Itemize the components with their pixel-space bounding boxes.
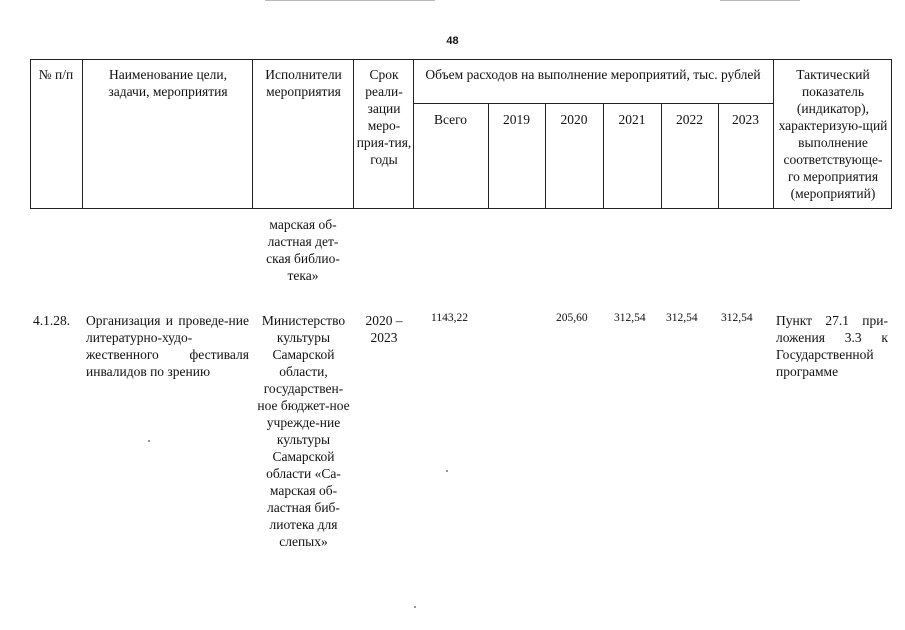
row-2020: 205,60 [556, 312, 588, 324]
scan-speck [446, 470, 448, 472]
header-col-2020: 2020 [560, 112, 588, 127]
header-col-indicator: Тактический показатель (индикатор), характеризую-щий выполнение соответствующе-го мероприятия (мероприятий) [778, 67, 888, 201]
page-number: 48 [446, 35, 459, 47]
header-col-term: Срок реали-зации меро-прия-тия, годы [356, 67, 412, 167]
header-col-total: Всего [433, 112, 468, 127]
header-col-2019: 2019 [503, 112, 530, 127]
header-col-costs: Объем расходов на выполнение мероприятий, тыс. рублей [425, 67, 761, 82]
scan-edge-line [265, 0, 435, 1]
header-divider [773, 59, 774, 209]
header-col-number: № п/п [38, 67, 74, 82]
row-total: 1143,22 [431, 312, 468, 324]
row-2022: 312,54 [666, 312, 698, 324]
header-col-executors: Исполнители мероприятия [265, 67, 342, 99]
row-executor: Министерство культуры Самарской области, государствен-ное бюджет-ное учрежде-ние культуры Самарской области «Са-марская об-ластная биб-лиотека для слепых» [257, 313, 350, 549]
scan-speck [414, 606, 416, 608]
row-term: 2020 – 2023 [365, 313, 403, 345]
scan-edge-line [720, 0, 800, 1]
row-2021: 312,54 [614, 312, 646, 324]
header-divider [413, 59, 414, 209]
header-divider [82, 59, 83, 209]
scan-speck [148, 440, 150, 442]
continuation-executor: марская об-ластная дет-ская библио-тека» [266, 217, 340, 283]
row-indicator: Пункт 27.1 при-ложения 3.3 к Государственной программе [776, 313, 888, 379]
header-col-2021: 2021 [618, 112, 646, 127]
row-number: 4.1.28. [33, 313, 71, 328]
header-divider [413, 103, 773, 104]
row-2023: 312,54 [721, 312, 753, 324]
row-measure-name: Организация и проведе-ние литературно-худо-жественного фестиваля инвалидов по зрению [86, 313, 249, 379]
header-divider [252, 59, 253, 209]
header-col-name: Наименование цели, задачи, мероприятия [108, 67, 228, 99]
header-col-2022: 2022 [676, 112, 703, 127]
header-divider [353, 59, 354, 209]
header-col-2023: 2023 [732, 112, 759, 127]
